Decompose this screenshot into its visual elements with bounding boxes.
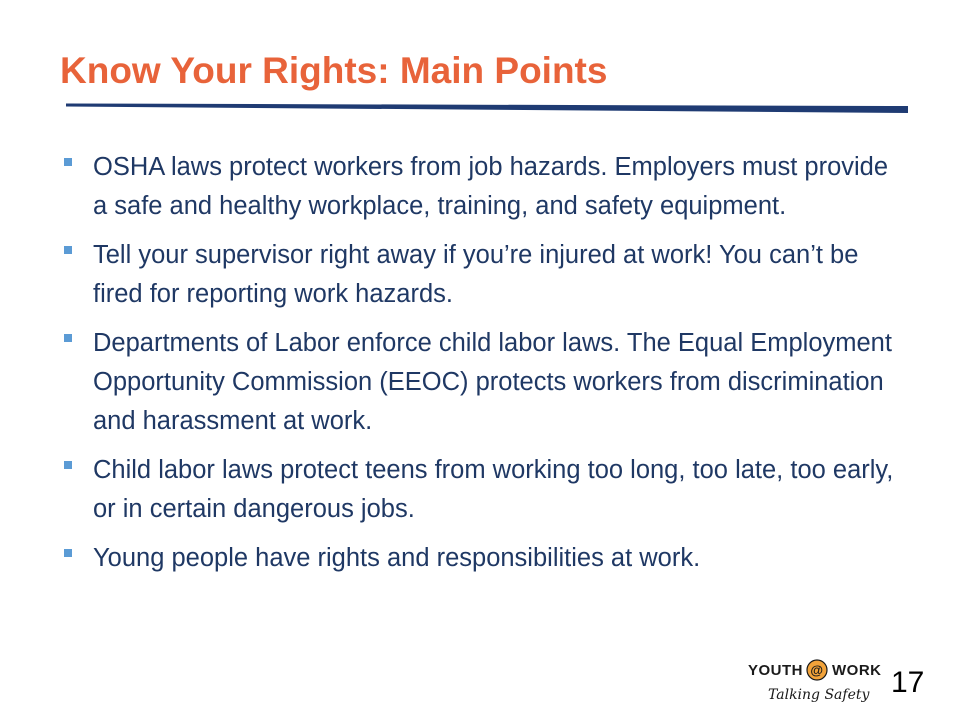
square-bullet-icon bbox=[64, 549, 72, 557]
logo-word-youth: YOUTH bbox=[748, 662, 803, 679]
bullet-list bbox=[60, 148, 900, 588]
square-bullet-icon bbox=[64, 461, 72, 469]
bullet-text: Child labor laws protect teens from working too long, too late, too early, or in certain dangerous jobs. bbox=[93, 456, 894, 523]
youth-at-work-logo bbox=[738, 655, 888, 711]
at-symbol-icon bbox=[806, 659, 828, 681]
bullet-text: Young people have rights and responsibilities at work. bbox=[93, 544, 701, 572]
bullet-text: OSHA laws protect workers from job hazards. Employers must provide a safe and healthy workplace, training, and safety equipment. bbox=[93, 153, 889, 220]
bullet-item bbox=[60, 148, 900, 226]
square-bullet-icon bbox=[64, 158, 72, 166]
bullet-item bbox=[60, 539, 900, 578]
page-number: 17 bbox=[891, 666, 925, 699]
logo-subtitle: Talking Safety bbox=[768, 687, 870, 703]
bullet-text: Tell your supervisor right away if you’re injured at work! You can’t be fired for reporting work hazards. bbox=[93, 241, 859, 308]
bullet-item bbox=[60, 451, 900, 529]
logo-word-work: WORK bbox=[832, 662, 882, 679]
logo-wordmark bbox=[738, 659, 888, 683]
square-bullet-icon bbox=[64, 334, 72, 342]
bullet-text: Departments of Labor enforce child labor laws. The Equal Employment Opportunity Commission (EEOC) protects workers from discrimination and harassment at work. bbox=[93, 329, 892, 435]
logo-at-text: @ bbox=[810, 662, 824, 678]
bullet-item bbox=[60, 324, 900, 441]
bullet-item bbox=[60, 236, 900, 314]
square-bullet-icon bbox=[64, 246, 72, 254]
slide-title: Know Your Rights: Main Points bbox=[60, 50, 608, 91]
